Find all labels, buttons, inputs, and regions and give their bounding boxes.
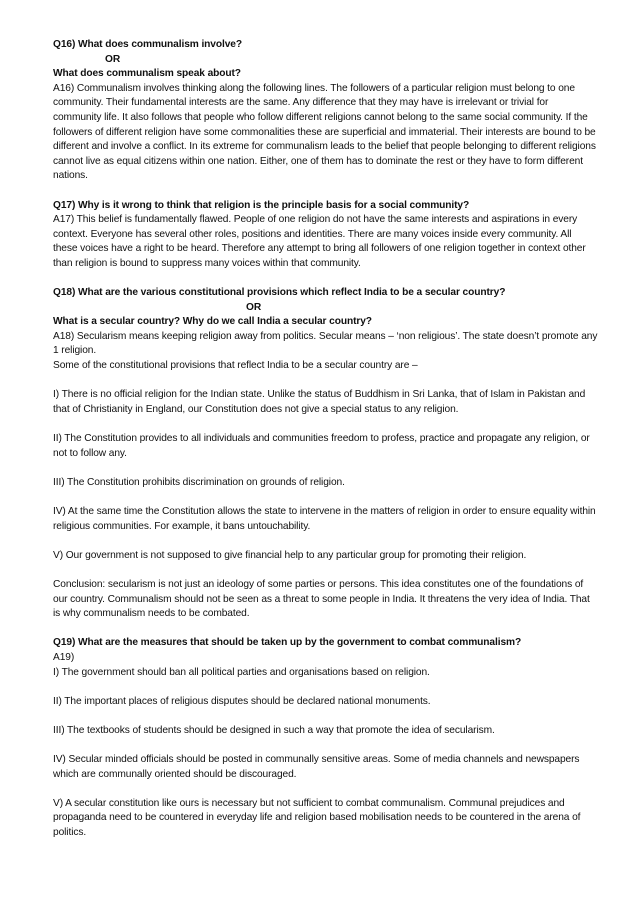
- q18-point-3: III) The Constitution prohibits discrimination on grounds of religion.: [53, 476, 345, 488]
- q18-point-2: II) The Constitution provides to all individuals and communities freedom to profess, practice and propagate any religion, or not to follow any.: [53, 433, 590, 459]
- q18-alt-question: What is a secular country? Why do we call India a secular country?: [53, 316, 372, 328]
- q16-answer: A16) Communalism involves thinking along the following lines. The followers of a particular religion must belong to one community. Their fundamental interests are the same. Any difference that they may have is irrelevant or trivial for community life. It also follows that people who follow different religions cannot belong to the same social community. If the followers of different religion have some commonalities these are superficial and immaterial. Their interests are bound to be different and involve a conflict. In its extreme for communalism leads to the belief that people belonging to different religions cannot live as equal citizens within one nation. Either, one of them has to dominate the rest or they have to form different nations.: [53, 82, 596, 182]
- q19-answer-label: A19): [53, 651, 75, 663]
- q16-or: OR: [105, 53, 121, 65]
- q18-point-4: IV) At the same time the Constitution allows the state to intervene in the matters of religion in order to ensure equality within religious communities. For example, it bans untouchability.: [53, 506, 596, 532]
- q18-point-1: I) There is no official religion for the Indian state. Unlike the status of Buddhism in Sri Lanka, that of Islam in Pakistan and that of Christianity in England, our Constitution does not give a special status to any religion.: [53, 389, 586, 415]
- q19-point-1: I) The government should ban all political parties and organisations based on religion.: [53, 666, 430, 678]
- q19-question: Q19) What are the measures that should be taken up by the government to combat communalism?: [53, 637, 522, 649]
- q16-question: Q16) What does communalism involve?: [53, 39, 242, 50]
- q18-conclusion: Conclusion: secularism is not just an ideology of some parties or persons. This idea constitutes one of the foundations of our country. Communalism should not be seen as a threat to some people in India. It threatens the very idea of India. That is why communalism needs to be combated.: [53, 578, 590, 620]
- q17-answer: A17) This belief is fundamentally flawed. People of one religion do not have the same interests and aspirations in every context. Everyone has several other roles, positions and identities. There are many voices inside every community. All these voices have a right to be heard. Therefore any attempt to bring all followers of one religion together in context other than religion is bound to suppress many voices within that community.: [53, 214, 586, 269]
- q19-point-4: IV) Secular minded officials should be posted in communally sensitive areas. Some of media channels and newspapers which are communally oriented should be discouraged.: [53, 754, 580, 780]
- q18-or: OR: [246, 301, 262, 313]
- q18-answer: A18) Secularism means keeping religion away from politics. Secular means – ‘non religious’. The state doesn’t promote any 1 religion.: [53, 330, 598, 357]
- q19-point-3: III) The textbooks of students should be designed in such a way that promote the idea of secularism.: [53, 724, 495, 736]
- q18-intro: Some of the constitutional provisions that reflect India to be a secular country are –: [53, 360, 418, 372]
- document-content: [53, 38, 598, 841]
- q16-alt-question: What does communalism speak about?: [53, 68, 241, 80]
- q19-point-5: V) A secular constitution like ours is necessary but not sufficient to combat communalism. Communal prejudices and propaganda need to be countered in everyday life and religion based mobilisation needs to be countered in the arena of politics.: [53, 797, 581, 839]
- q18-point-5: V) Our government is not supposed to give financial help to any particular group for promoting their religion.: [53, 549, 527, 561]
- q17-question: Q17) Why is it wrong to think that religion is the principle basis for a social community?: [53, 199, 470, 211]
- q18-question: Q18) What are the various constitutional provisions which reflect India to be a secular country?: [53, 287, 506, 299]
- q19-point-2: II) The important places of religious disputes should be declared national monuments.: [53, 695, 431, 707]
